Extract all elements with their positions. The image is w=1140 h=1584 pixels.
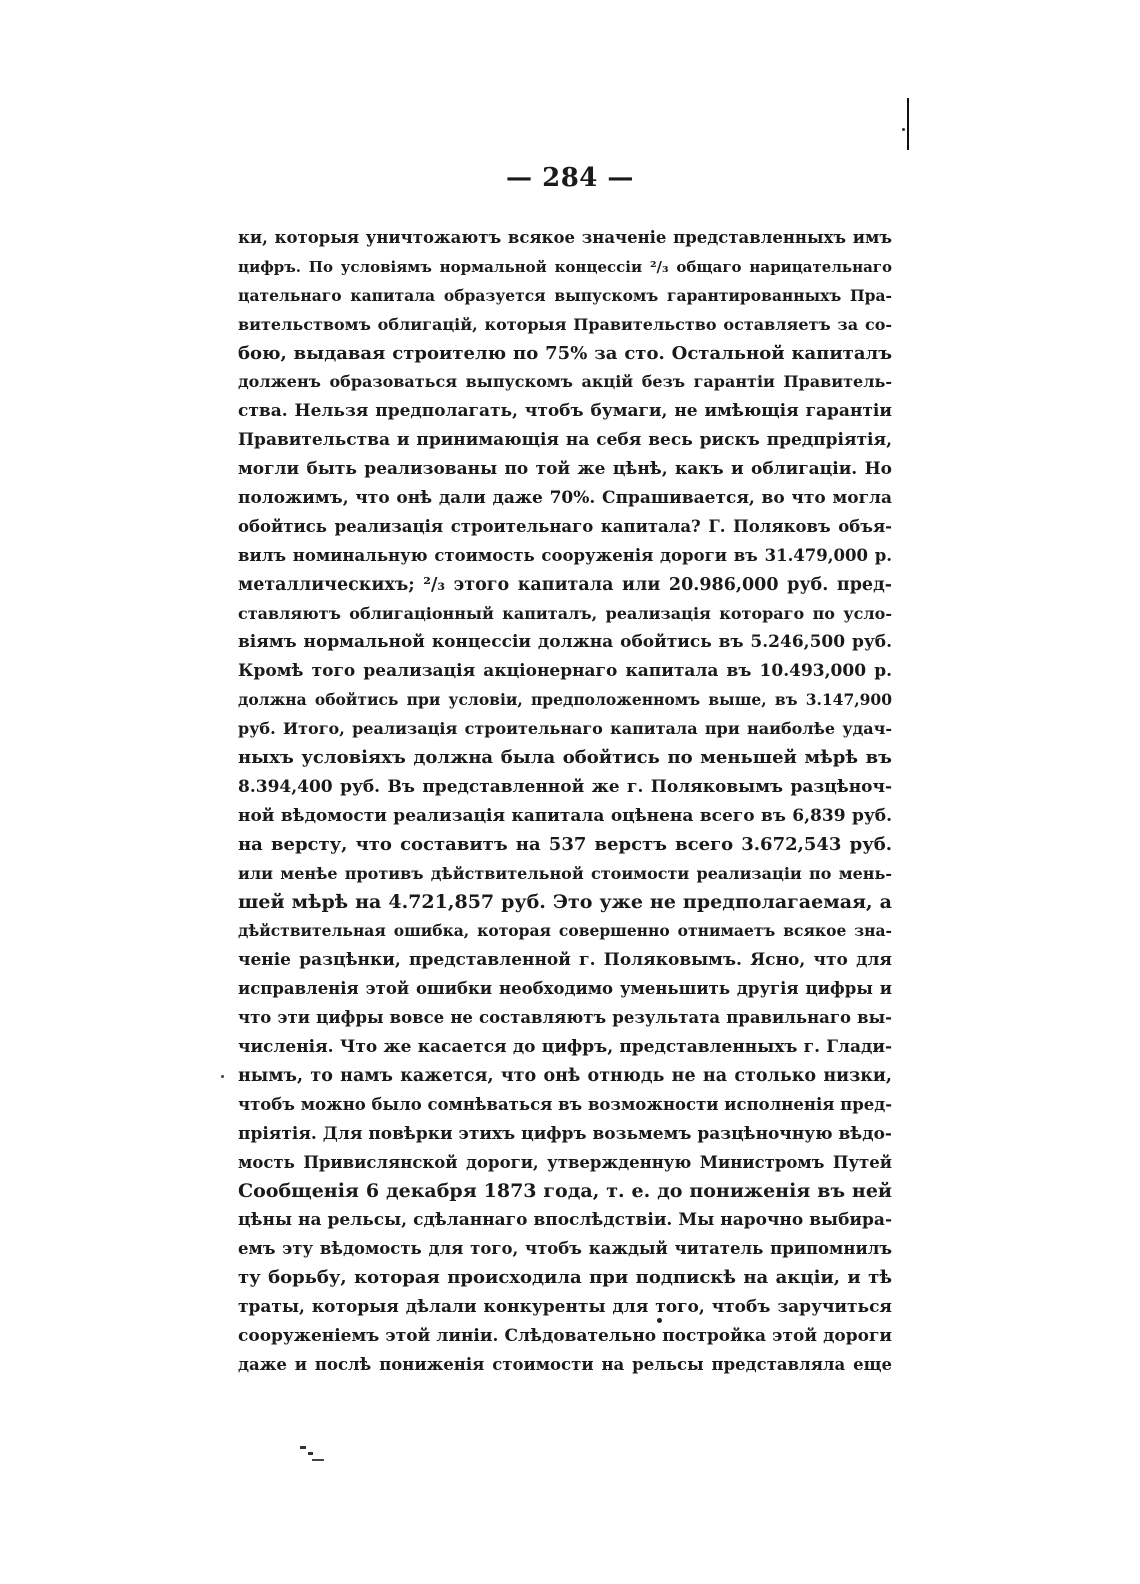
text-line: руб. Итого, реализація строительнаго капитала при наиболѣе удач- xyxy=(238,719,892,739)
text-line: на версту, что составитъ на 537 верстъ всего 3.672,543 руб. xyxy=(238,833,892,855)
text-line: сооруженіемъ этой линіи. Слѣдовательно постройка этой дороги xyxy=(238,1325,892,1346)
ink-smudge xyxy=(296,1444,330,1464)
text-line: цифръ. По условіямъ нормальной концессіи ²/₃ общаго нарицательнаго xyxy=(238,257,892,276)
text-line: нымъ, то намъ кажется, что онѣ отнюдь не на столько низки, xyxy=(238,1065,892,1086)
body-text xyxy=(238,224,892,1380)
text-line: исправленія этой ошибки необходимо уменьшить другія цифры и xyxy=(238,979,892,999)
text-line: Сообщенія 6 декабря 1873 года, т. е. до пониженія въ ней xyxy=(238,1180,892,1203)
page-number: — 284 — xyxy=(506,163,634,193)
text-line: віямъ нормальной концессіи должна обойтись въ 5.246,500 руб. xyxy=(238,632,892,653)
text-line: обойтись реализація строительнаго капитала? Г. Поляковъ объя- xyxy=(238,516,892,536)
text-line: мость Привислянской дороги, утвержденную Министромъ Путей xyxy=(238,1152,892,1172)
text-line: бою, выдавая строителю по 75% за сто. Остальной капиталъ xyxy=(238,342,892,364)
text-line: металлическихъ; ²/₃ этого капитала или 20.986,000 руб. пред- xyxy=(238,574,892,595)
text-line: вилъ номинальную стоимость сооруженія дороги въ 31.479,000 р. xyxy=(238,545,892,565)
text-line: долженъ образоваться выпускомъ акцій безъ гарантіи Правитель- xyxy=(238,372,892,392)
text-line: ныхъ условіяхъ должна была обойтись по меньшей мѣрѣ въ xyxy=(238,747,892,769)
margin-speck xyxy=(221,1075,224,1078)
margin-rule xyxy=(907,98,909,150)
text-line: цѣны на рельсы, сдѣланнаго впослѣдствіи. Мы нарочно выбира- xyxy=(238,1210,892,1231)
ink-speck xyxy=(657,1318,662,1323)
text-line: численія. Что же касается до цифръ, представленныхъ г. Глади- xyxy=(238,1036,892,1057)
text-line: положимъ, что онѣ дали даже 70%. Спрашивается, во что могла xyxy=(238,488,892,509)
text-line: даже и послѣ пониженія стоимости на рельсы представляла еще xyxy=(238,1354,892,1374)
text-line: должна обойтись при условіи, предположенномъ выше, въ 3.147,900 xyxy=(238,690,892,710)
text-line: цательнаго капитала образуется выпускомъ гарантированныхъ Пра- xyxy=(238,285,892,305)
text-line: ченіе разцѣнки, представленной г. Поляковымъ. Ясно, что для xyxy=(238,950,892,971)
text-line: дѣйствительная ошибка, которая совершенно отнимаетъ всякое зна- xyxy=(238,921,892,941)
text-line: ки, которыя уничтожаютъ всякое значеніе представленныхъ имъ xyxy=(238,228,892,247)
margin-speck xyxy=(902,128,905,131)
text-line: Правительства и принимающія на себя весь рискъ предпріятія, xyxy=(238,430,892,451)
text-line: Кромѣ того реализація акціонернаго капитала въ 10.493,000 р. xyxy=(238,661,892,682)
text-line: 8.394,400 руб. Въ представленной же г. Поляковымъ разцѣноч- xyxy=(238,776,892,797)
text-line: что эти цифры вовсе не составляютъ результата правильнаго вы- xyxy=(238,1008,892,1028)
text-line: или менѣе противъ дѣйствительной стоимости реализаціи по мень- xyxy=(238,863,892,883)
text-line: ства. Нельзя предполагать, чтобъ бумаги, не имѣющія гарантіи xyxy=(238,401,892,422)
text-line: емъ эту вѣдомость для того, чтобъ каждый читатель припомнилъ xyxy=(238,1239,892,1259)
text-line: траты, которыя дѣлали конкуренты для того, чтобъ заручиться xyxy=(238,1296,892,1317)
text-line: ту борьбу, которая происходила при подпискѣ на акціи, и тѣ xyxy=(238,1267,892,1289)
text-line: пріятія. Для повѣрки этихъ цифръ возьмемъ разцѣночную вѣдо- xyxy=(238,1123,892,1144)
text-line: шей мѣрѣ на 4.721,857 руб. Это уже не предполагаемая, а xyxy=(238,891,892,914)
text-line: ставляютъ облигаціонный капиталъ, реализація котораго по усло- xyxy=(238,603,892,623)
text-line: могли быть реализованы по той же цѣнѣ, какъ и облигаціи. Но xyxy=(238,459,892,480)
text-line: ной вѣдомости реализація капитала оцѣнена всего въ 6,839 руб. xyxy=(238,805,892,826)
text-line: вительствомъ облигацій, которыя Правительство оставляетъ за со- xyxy=(238,314,892,334)
text-line: чтобъ можно было сомнѣваться въ возможности исполненія пред- xyxy=(238,1094,892,1114)
